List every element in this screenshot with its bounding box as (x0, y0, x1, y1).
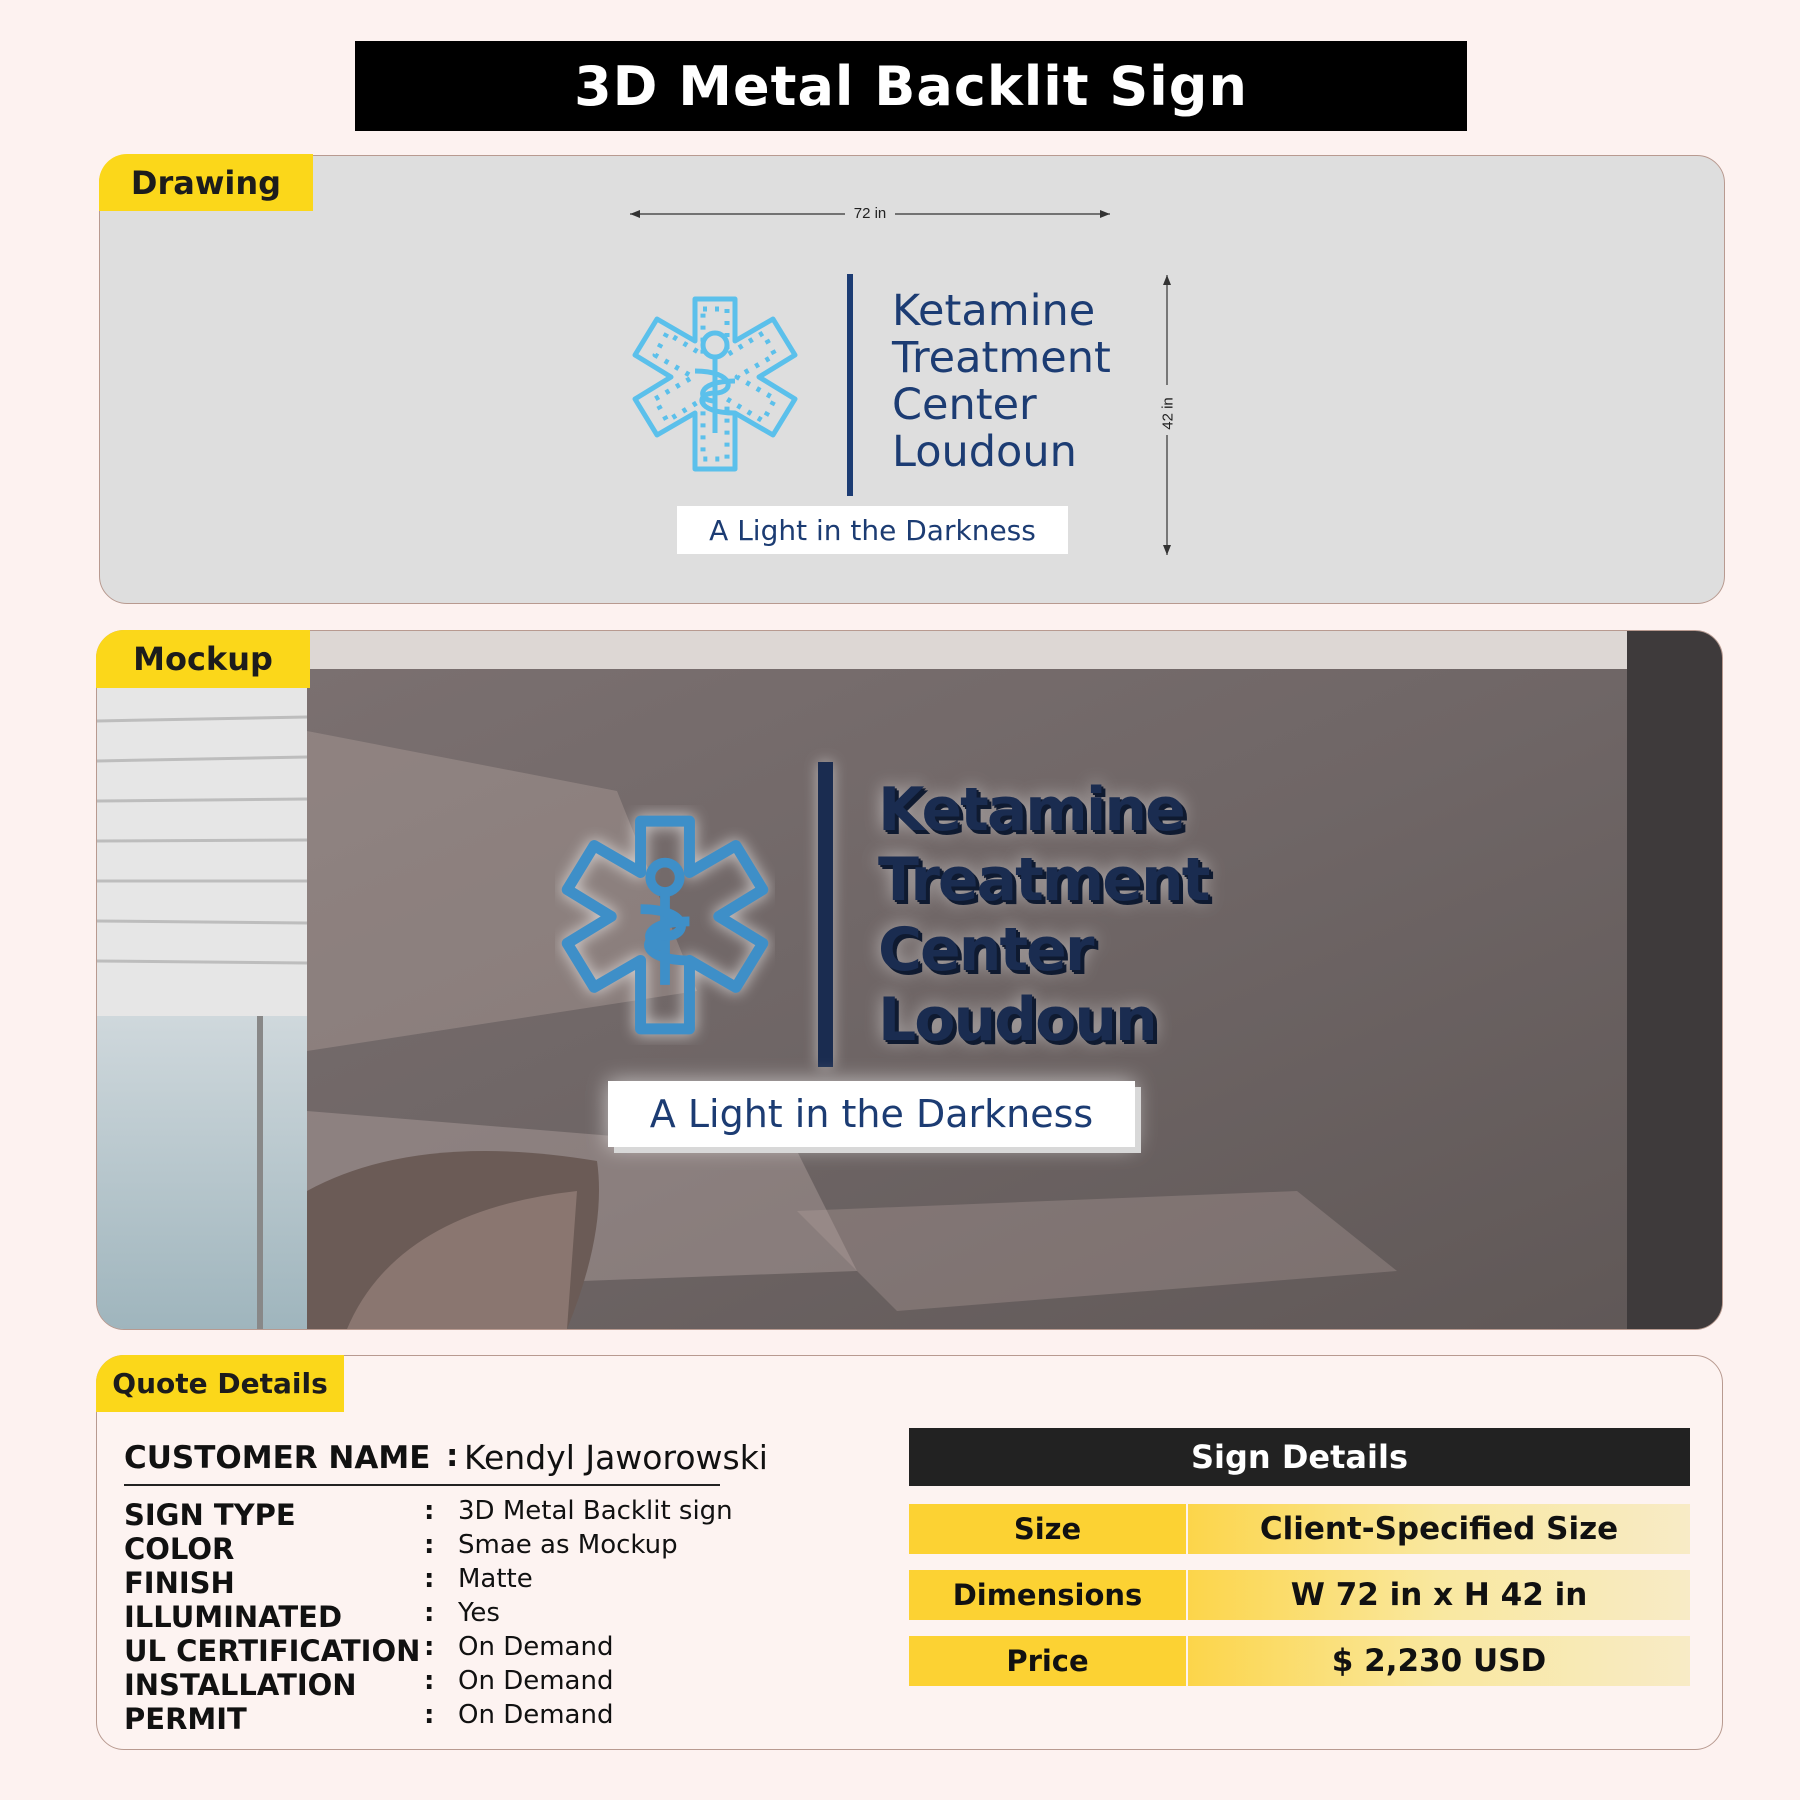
quote-row-colon: : (424, 1700, 435, 1730)
brand-name-mockup (878, 775, 1208, 1055)
quote-row-value: On Demand (458, 1666, 614, 1696)
quote-row-label: ILLUMINATED (124, 1600, 343, 1634)
quote-row-colon: : (424, 1632, 435, 1662)
quote-row-value: On Demand (458, 1700, 614, 1730)
quote-row (124, 1700, 774, 1734)
star-of-life-icon (625, 293, 805, 475)
sign-details-heading: Sign Details (909, 1428, 1690, 1486)
tagline-mockup: A Light in the Darkness (608, 1081, 1135, 1147)
quote-row-label: SIGN TYPE (124, 1498, 296, 1532)
quote-row (124, 1530, 774, 1564)
sign-detail-value: Client-Specified Size (1188, 1504, 1690, 1554)
quote-row-value: Matte (458, 1564, 533, 1594)
quote-details-list (124, 1496, 774, 1734)
drawing-tab: Drawing (99, 154, 313, 211)
sign-detail-key: Price (909, 1636, 1186, 1686)
brand-name-drawing (892, 288, 1111, 476)
sign-detail-value: W 72 in x H 42 in (1188, 1570, 1690, 1620)
quote-row-colon: : (424, 1496, 435, 1526)
quote-row (124, 1666, 774, 1700)
quote-row-label: FINISH (124, 1566, 235, 1600)
brand-line: Treatment (892, 333, 1111, 383)
quote-tab: Quote Details (96, 1355, 344, 1412)
quote-row-value: On Demand (458, 1632, 614, 1662)
quote-row-label: PERMIT (124, 1702, 247, 1736)
customer-colon: : (446, 1438, 459, 1474)
brand-line: Ketamine (878, 775, 1184, 845)
quote-row (124, 1598, 774, 1632)
star-of-life-icon (555, 805, 775, 1045)
logo-divider (818, 762, 833, 1067)
quote-row-colon: : (424, 1666, 435, 1696)
quote-row-value: 3D Metal Backlit sign (458, 1496, 733, 1526)
quote-row (124, 1496, 774, 1530)
quote-row-colon: : (424, 1598, 435, 1628)
logo-divider (847, 274, 853, 496)
customer-underline (124, 1484, 720, 1486)
caduceus-icon (695, 333, 735, 433)
brand-line: Center (878, 915, 1093, 985)
mockup-tab: Mockup (96, 630, 310, 688)
height-label: 42 in (1159, 397, 1177, 430)
sign-detail-key: Dimensions (909, 1570, 1186, 1620)
tagline-drawing: A Light in the Darkness (677, 506, 1068, 554)
brand-line: Treatment (878, 845, 1209, 915)
page-title: 3D Metal Backlit Sign (355, 41, 1467, 131)
customer-name-value: Kendyl Jaworowski (464, 1438, 768, 1477)
quote-row-label: INSTALLATION (124, 1668, 357, 1702)
quote-row-value: Smae as Mockup (458, 1530, 678, 1560)
quote-row (124, 1564, 774, 1598)
quote-row (124, 1632, 774, 1666)
brand-line: Ketamine (892, 286, 1096, 336)
brand-line: Loudoun (878, 985, 1156, 1055)
quote-row-colon: : (424, 1564, 435, 1594)
sign-detail-key: Size (909, 1504, 1186, 1554)
quote-row-label: UL CERTIFICATION (124, 1634, 421, 1668)
brand-line: Center (892, 380, 1037, 430)
caduceus-icon (641, 863, 690, 985)
sign-detail-value: $ 2,230 USD (1188, 1636, 1690, 1686)
quote-row-colon: : (424, 1530, 435, 1560)
brand-line: Loudoun (892, 427, 1077, 477)
width-label: 72 in (853, 205, 887, 222)
quote-row-label: COLOR (124, 1532, 235, 1566)
quote-row-value: Yes (458, 1598, 500, 1628)
customer-name-label: CUSTOMER NAME (124, 1440, 431, 1476)
